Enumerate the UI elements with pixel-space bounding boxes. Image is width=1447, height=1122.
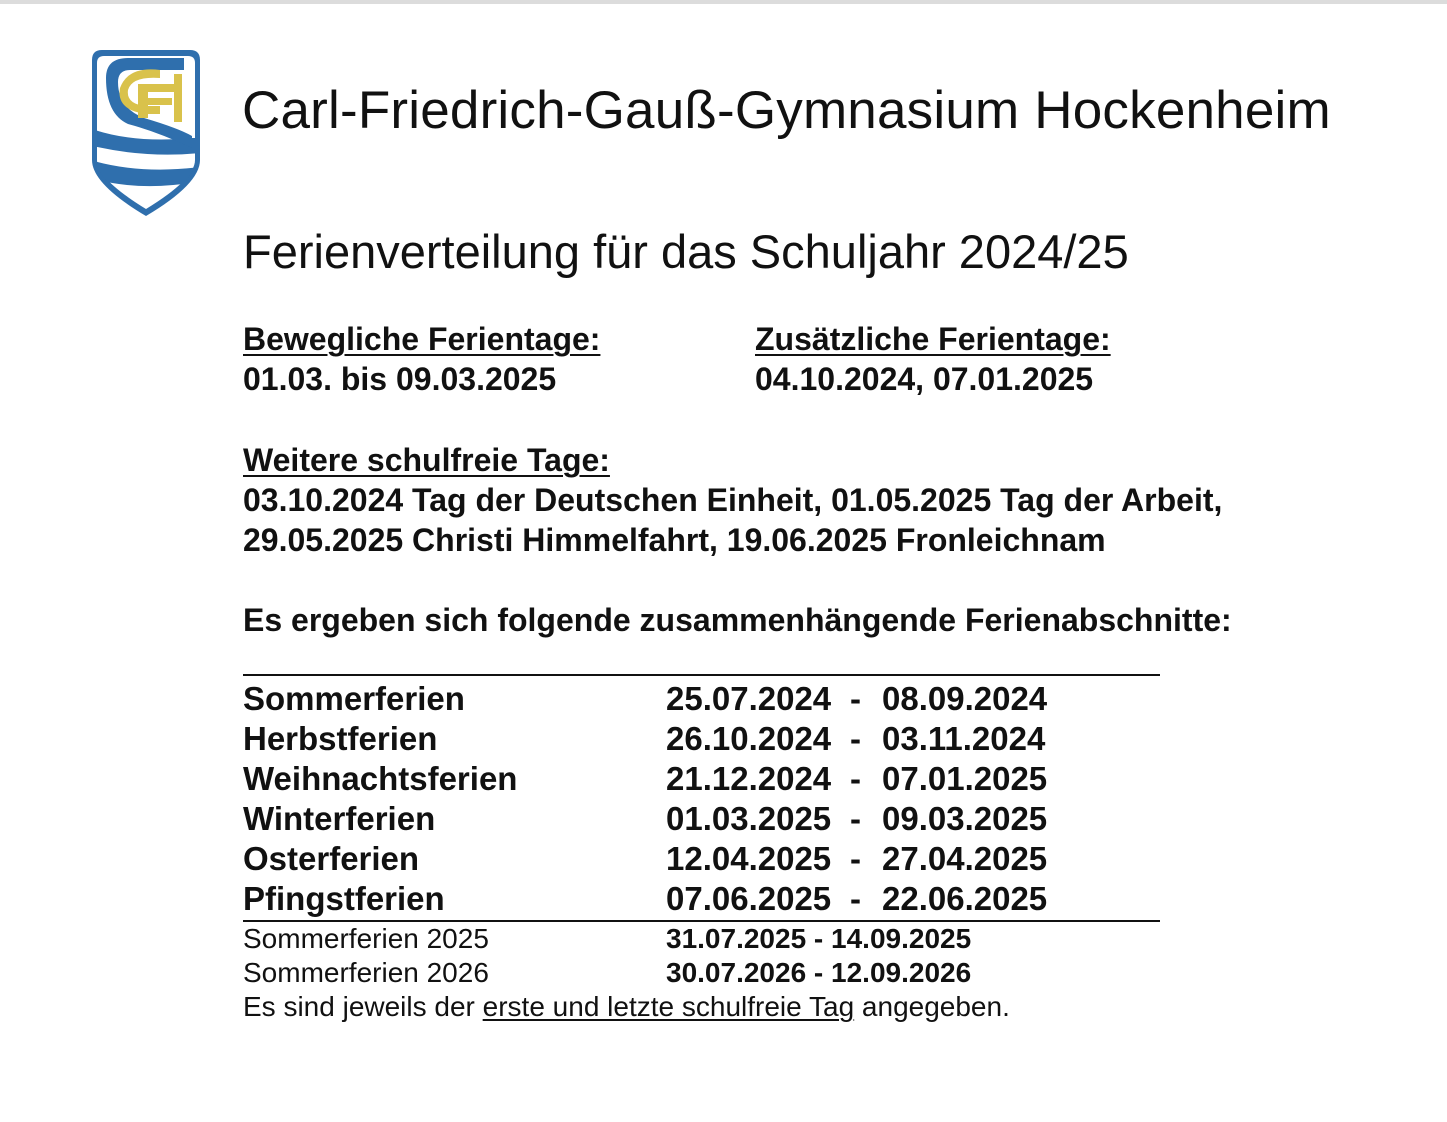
holiday-dash: - <box>850 800 861 837</box>
holiday-dash: - <box>850 840 861 877</box>
future-summer-name: Sommerferien 2026 <box>243 957 489 988</box>
footnote-prefix: Es sind jeweils der <box>243 991 483 1022</box>
table-row <box>243 956 1160 990</box>
holiday-end: 27.04.2025 <box>882 840 1048 877</box>
table-row <box>243 679 1160 719</box>
future-summer-name: Sommerferien 2025 <box>243 923 489 954</box>
holiday-dash: - <box>850 760 861 797</box>
holiday-start: 26.10.2024 <box>666 720 832 757</box>
page-title: Ferienverteilung für das Schuljahr 2024/25 <box>243 225 1129 278</box>
table-row <box>243 719 1160 759</box>
movable-days-heading: Bewegliche Ferientage: <box>243 321 601 357</box>
footnote <box>243 990 1010 1024</box>
holiday-end: 07.01.2025 <box>882 760 1048 797</box>
top-border <box>0 0 1447 4</box>
further-days-heading: Weitere schulfreie Tage: <box>243 442 610 478</box>
further-days-line-1: 03.10.2024 Tag der Deutschen Einheit, 01.05.2025 Tag der Arbeit, <box>243 482 1223 518</box>
holiday-name: Herbstferien <box>243 720 438 757</box>
holiday-start: 01.03.2025 <box>666 800 832 837</box>
additional-days-heading: Zusätzliche Ferientage: <box>755 321 1111 357</box>
school-crest-icon <box>88 48 204 216</box>
future-summer-range: 31.07.2025 - 14.09.2025 <box>666 923 972 954</box>
holiday-dash: - <box>850 880 861 917</box>
holiday-end: 09.03.2025 <box>882 800 1048 837</box>
holiday-name: Weihnachtsferien <box>243 760 518 797</box>
table-row <box>243 879 1160 919</box>
holiday-start: 21.12.2024 <box>666 760 832 797</box>
table-row <box>243 839 1160 879</box>
holiday-end: 22.06.2025 <box>882 880 1048 917</box>
table-top-divider <box>243 674 1160 676</box>
further-days-section <box>243 440 1222 560</box>
holiday-name: Winterferien <box>243 800 436 837</box>
holiday-table <box>243 679 1160 919</box>
additional-days-value: 04.10.2024, 07.01.2025 <box>755 361 1094 397</box>
holiday-start: 07.06.2025 <box>666 880 832 917</box>
table-row <box>243 799 1160 839</box>
holiday-intro: Es ergeben sich folgende zusammenhängende Ferienabschnitte: <box>243 602 1232 638</box>
further-days-line-2: 29.05.2025 Christi Himmelfahrt, 19.06.2025 Fronleichnam <box>243 522 1106 558</box>
holiday-name: Osterferien <box>243 840 420 877</box>
table-row <box>243 922 1160 956</box>
additional-days-section <box>755 319 1111 399</box>
holiday-end: 08.09.2024 <box>882 680 1048 717</box>
future-summer-table <box>243 922 1160 990</box>
footnote-emphasis: erste und letzte schulfreie Tag <box>482 991 855 1022</box>
holiday-dash: - <box>850 680 861 717</box>
holiday-end: 03.11.2024 <box>882 720 1046 757</box>
movable-days-section <box>243 319 600 399</box>
school-name: Carl-Friedrich-Gauß-Gymnasium Hockenheim <box>242 81 1331 140</box>
school-logo <box>88 48 204 216</box>
holiday-start: 25.07.2024 <box>666 680 832 717</box>
future-summer-range: 30.07.2026 - 12.09.2026 <box>666 957 972 988</box>
table-row <box>243 759 1160 799</box>
holiday-name: Sommerferien <box>243 680 465 717</box>
holiday-name: Pfingstferien <box>243 880 445 917</box>
holiday-dash: - <box>850 720 861 757</box>
movable-days-value: 01.03. bis 09.03.2025 <box>243 361 557 397</box>
holiday-start: 12.04.2025 <box>666 840 832 877</box>
footnote-suffix: angegeben. <box>854 991 1010 1022</box>
